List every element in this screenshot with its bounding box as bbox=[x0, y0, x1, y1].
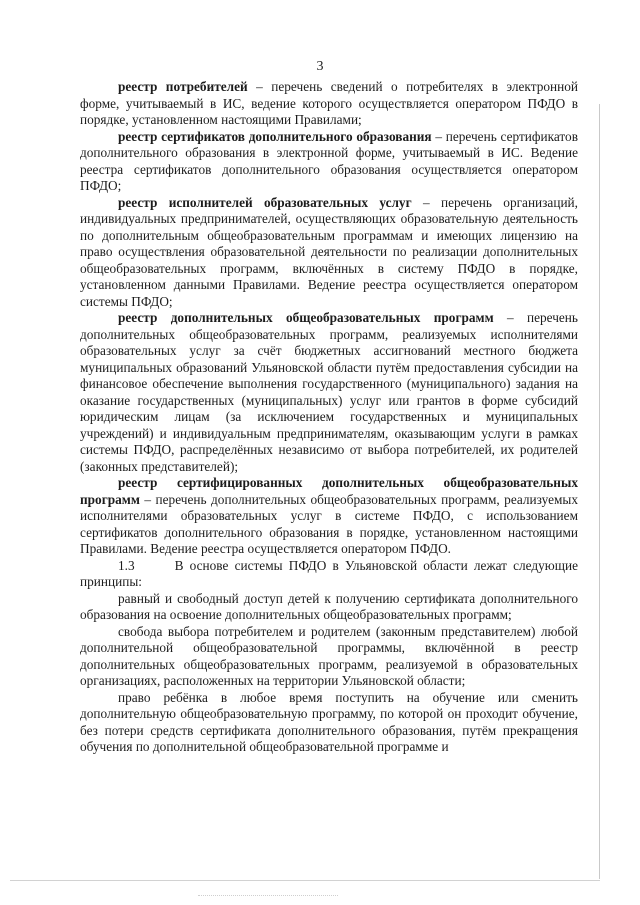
clause-text: В основе системы ПФДО в Ульяновской области лежат следующие принципы: bbox=[80, 557, 578, 589]
definition-term: реестр сертификатов дополнительного образования bbox=[118, 128, 432, 144]
definition-term: реестр дополнительных общеобразовательных программ bbox=[118, 310, 494, 325]
definition-text: – перечень дополнительных общеобразовательных программ, реализуемых исполнителями образовательных услуг за счёт бюджетных ассигнований местного бюджета муниципальных образований Ульяновской области путём предоставления субсидии на финансовое обеспечение выполнения государственного (муниципального) задания на оказание государственных (муниципальных) услуг или грантов в форме субсидий юридическим лицам (за исключением государственных и муниципальных учреждений) и индивидуальным предпринимателям, оказывающим услуги в рамках системы ПФДО, распределённых независимо от выбора потребителей, их родителей (законных представителей); bbox=[80, 310, 578, 474]
definition-program-registry bbox=[80, 310, 578, 475]
principle-right-to-change: право ребёнка в любое время поступить на обучение или сменить дополнительную общеобразовательную программу, по которой он проходит обучение, без потери средств сертификата дополнительного образования, путём прекращения обучения по дополнительной общеобразовательной программе и bbox=[80, 689, 578, 754]
definition-text: – перечень сведений о потребителях в электронной форме, учитываемый в ИС, ведение которого осуществляется оператором ПФДО в порядке, установленном настоящими Правилами; bbox=[80, 79, 578, 127]
principle-freedom-of-choice: свобода выбора потребителем и родителем (законным представителем) любой дополнительной общеобразовательной программы, включённой в реестр дополнительных общеобразовательных программ, реализуемой в образовательных организациях, расположенных на территории Ульяновской области; bbox=[80, 623, 578, 688]
definition-consumer-registry bbox=[80, 79, 578, 129]
definition-text: – перечень сертификатов дополнительного образования в электронной форме, учитываемый в ИС. Ведение реестра сертификатов дополнительного образования осуществляется оператором ПФДО; bbox=[80, 128, 578, 193]
scan-bottom-line bbox=[10, 880, 600, 881]
scan-bottom-dots bbox=[198, 895, 338, 897]
scan-edge-line bbox=[599, 104, 600, 879]
page-number: 3 bbox=[316, 59, 324, 74]
definition-certificate-registry bbox=[80, 129, 578, 195]
principle-equal-access: равный и свободный доступ детей к получению сертификата дополнительного образования на освоение дополнительных общеобразовательных программ; bbox=[80, 590, 578, 622]
definition-term: реестр сертифицированных дополнительных общеобразовательных программ bbox=[80, 475, 578, 507]
definition-text: – перечень организаций, индивидуальных предпринимателей, осуществляющих образовательную деятельность по дополнительным общеобразовательным программам и имеющих лицензию на право осуществления образовательной деятельности по реализации дополнительных общеобразовательных программ, включённых в систему ПФДО в порядке, установленном данными Правилами. Ведение реестра осуществляется оператором системы ПФДО; bbox=[80, 194, 579, 309]
definition-term: реестр исполнителей образовательных услуг bbox=[118, 194, 412, 210]
definition-term: реестр потребителей bbox=[118, 79, 248, 94]
definition-provider-registry bbox=[80, 195, 578, 311]
definition-certified-program-registry bbox=[80, 475, 578, 558]
clause-number: 1.3 bbox=[118, 557, 135, 573]
definition-text: – перечень дополнительных общеобразовательных программ, реализуемых исполнителями образовательных услуг в системе ПФДО, с использованием сертификатов дополнительного образования в порядке, установленном настоящими Правилами. Ведение реестра осуществляется оператором ПФДО. bbox=[80, 491, 578, 556]
document-body bbox=[80, 79, 578, 756]
clause-1-3 bbox=[80, 558, 578, 591]
